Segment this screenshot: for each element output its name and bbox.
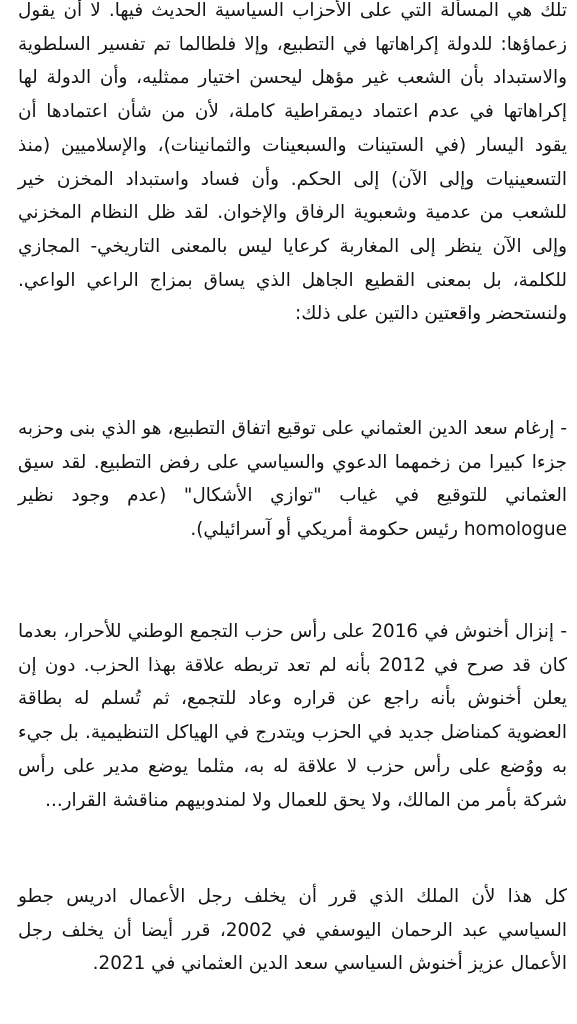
paragraph-akhannouch-rni: - إنزال أخنوش في 2016 على رأس حزب التجمع الوطني للأحرار، بعدما كان قد صرح في 2012 بأنه لم تعد تربطه علاقة بهذا الحزب. دون إن يعلن أخنوش بأنه راجع عن قراره وعاد للتجمع، ثم تُسلم له بطاقة العضوية كمناضل جديد في الحزب ويتدرج في الهياكل التنظيمية. بل جيء به ووُضع على رأس حزب لا علاقة له به، مثلما يوضع مدير على رأس شركة بأمر من المالك، ولا يحق للعمال ولا لمندوبيهم مناقشة القرار... — [18, 621, 568, 811]
paragraph-text-end: رئيس حكومة أمريكي أو آسرائيلي). — [190, 519, 464, 541]
paragraph-text-start: - إرغام سعد الدين العثماني على توقيع اتفاق التطبيع، هو الذي بنى وحزبه جزءا كبيرا من زخمهما الدعوي والسياسي على رفض التطبيع. لقد سيق العثماني للتوقيع في غياب "توازي الأشكال" (عدم وجود نظير — [18, 418, 567, 507]
paragraph-king-decision: كل هذا لأن الملك الذي قرر أن يخلف رجل الأعمال ادريس جطو السياسي عبد الرحمان اليوسفي في 2002، قرر أيضا أن يخلف رجل الأعمال عزيز أخنوش السياسي سعد الدين العثماني في 2021. — [18, 886, 568, 975]
paragraph-othmani-normalization — [18, 412, 567, 547]
latin-term-homologue: homologue — [463, 519, 567, 541]
paragraph-political-parties: تلك هي المسألة التي على الأحزاب السياسية الحديث فيها. لا أن يقول زعماؤها: للدولة إكراهاتها في التطبيع، وإلا فلطالما تم تفسير السلطوية والاستبداد بأن الشعب غير مؤهل ليحسن اختيار ممثليه، وأن الدولة لها إكراهاتها في عدم اعتماد ديمقراطية كاملة، لأن من شأن اعتمادها أن يقود اليسار (في الستينات والسبعينات والثمانينات)، والإسلاميين (منذ التسعينيات وإلى الآن) إلى الحكم. وأن فساد واستبداد المخزن خير للشعب من عدمية وشعبوية الرفاق والإخوان. لقد ظل النظام المخزني وإلى الآن ينظر إلى المغاربة كرعايا ليس بالمعنى التاريخي- المجازي للكلمة، بل بمعنى القطيع الجاهل الذي يساق بمزاج الراعي الواعي. ولنستحضر واقعتين دالتين على ذلك: — [18, 0, 567, 325]
